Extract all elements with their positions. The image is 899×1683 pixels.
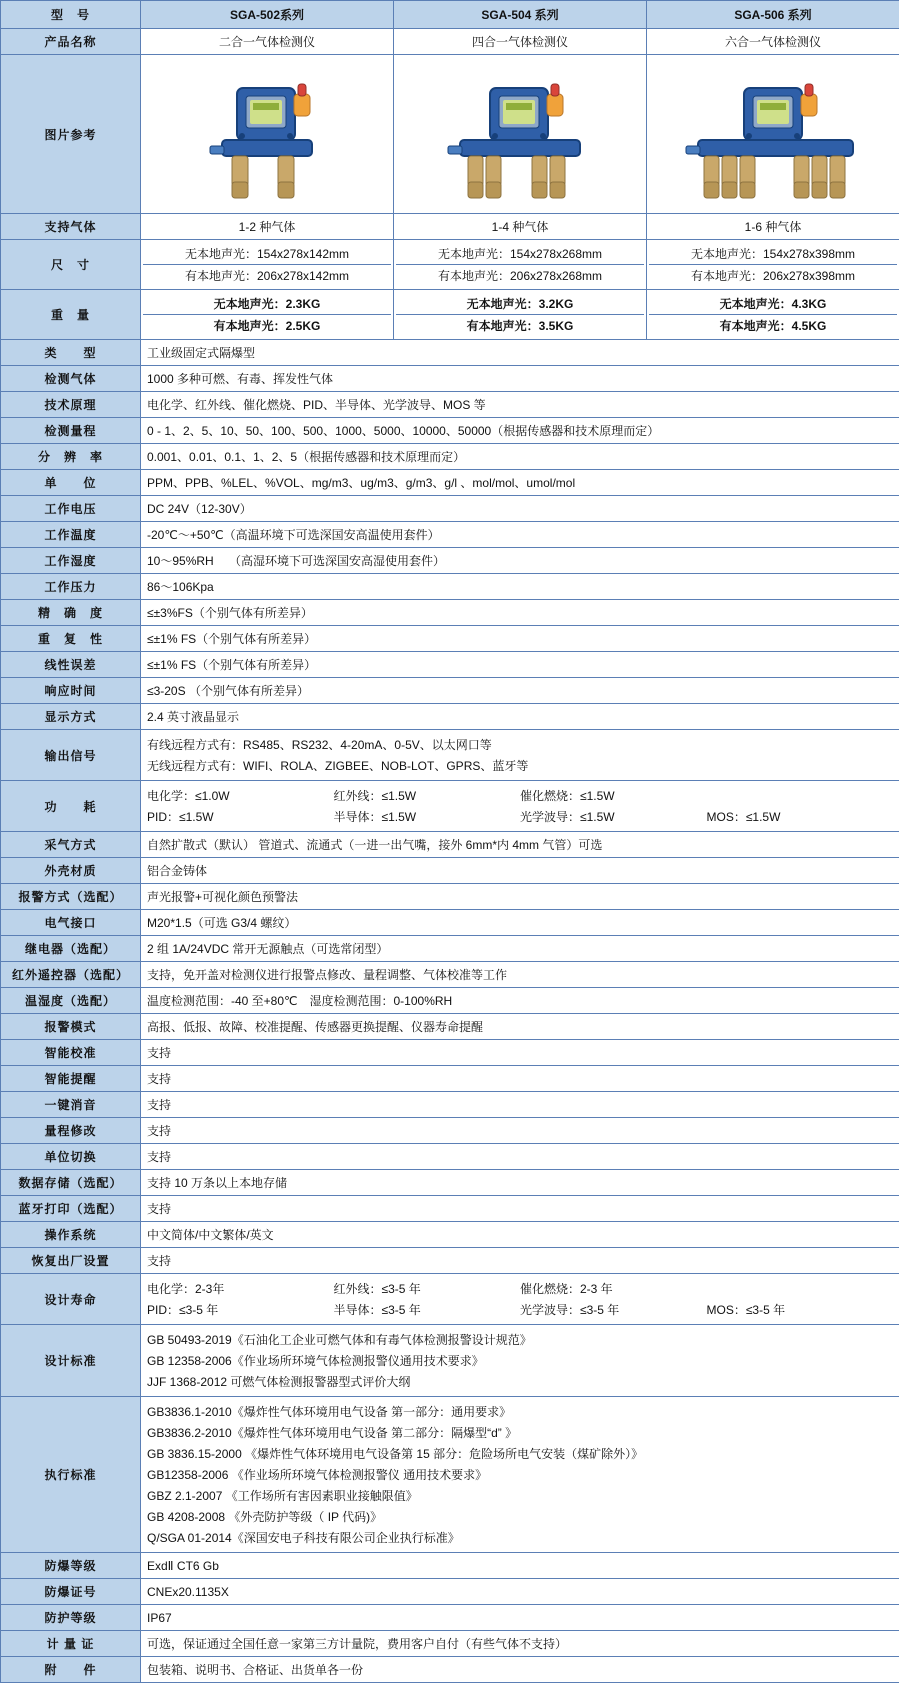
power-item-5: PID：≤1.5W bbox=[147, 806, 334, 827]
detect-gas-value: 1000 多种可燃、有毒、挥发性气体 bbox=[141, 366, 899, 392]
design-life-item-6: 半导体：≤3-5 年 bbox=[334, 1299, 521, 1320]
weight-3-line2: 有本地声光：4.5KG bbox=[649, 314, 897, 336]
metering-cert-value: 可选，保证通过全国任意一家第三方计量院，费用客户自付（有些气体不支持） bbox=[141, 1631, 899, 1657]
table-row-remote-opt bbox=[1, 962, 899, 988]
table-row-principle bbox=[1, 392, 899, 418]
product-image-1 bbox=[141, 55, 394, 214]
design-standard-line-1: GB 50493-2019《石油化工企业可燃气体和有毒气体检测报警设计规范》 bbox=[147, 1329, 893, 1350]
design-life-grid bbox=[147, 1278, 893, 1320]
support-gas-2: 1-4 种气体 bbox=[394, 214, 647, 240]
table-row-unit bbox=[1, 470, 899, 496]
voltage-value: DC 24V（12-30V） bbox=[141, 496, 899, 522]
output-value bbox=[141, 730, 899, 781]
row-label-design-life: 设计寿命 bbox=[1, 1274, 141, 1325]
output-line-2: 无线远程方式有：WIFI、ROLA、ZIGBEE、NOB-LOT、GPRS、蓝牙等 bbox=[147, 755, 893, 776]
row-label-support-gas: 支持气体 bbox=[1, 214, 141, 240]
design-life-item-8: MOS：≤3-5 年 bbox=[707, 1299, 894, 1320]
weight-1 bbox=[141, 290, 394, 340]
storage-opt-value: 支持 10 万条以上本地存储 bbox=[141, 1170, 899, 1196]
weight-3 bbox=[647, 290, 899, 340]
power-item-2: 红外线：≤1.5W bbox=[334, 785, 521, 806]
row-label-ex-grade: 防爆等级 bbox=[1, 1553, 141, 1579]
ip-grade-value: IP67 bbox=[141, 1605, 899, 1631]
row-label-os: 操作系统 bbox=[1, 1222, 141, 1248]
product-image-2 bbox=[394, 55, 647, 214]
model-header-2: SGA-504 系列 bbox=[394, 1, 647, 29]
table-row-resolution bbox=[1, 444, 899, 470]
row-label-product-name: 产品名称 bbox=[1, 29, 141, 55]
power-item-3: 催化燃烧：≤1.5W bbox=[520, 785, 707, 806]
table-row-pressure bbox=[1, 574, 899, 600]
table-row-alarm-mode-opt bbox=[1, 884, 899, 910]
design-life-item-7: 光学波导：≤3-5 年 bbox=[520, 1299, 707, 1320]
table-row-smart-reminder bbox=[1, 1066, 899, 1092]
table-row-alarm-mode bbox=[1, 1014, 899, 1040]
row-label-resolution: 分 辨 率 bbox=[1, 444, 141, 470]
power-grid bbox=[147, 785, 893, 827]
table-row-response-time bbox=[1, 678, 899, 704]
row-label-ip-grade: 防护等级 bbox=[1, 1605, 141, 1631]
table-row-sampling bbox=[1, 832, 899, 858]
one-key-mute-value: 支持 bbox=[141, 1092, 899, 1118]
size-2 bbox=[394, 240, 647, 290]
table-row-ex-grade bbox=[1, 1553, 899, 1579]
size-2-line1: 无本地声光：154x278x268mm bbox=[396, 243, 644, 264]
repeatability-value: ≤±1% FS（个别气体有所差异） bbox=[141, 626, 899, 652]
row-label-response-time: 响应时间 bbox=[1, 678, 141, 704]
size-1-line2: 有本地声光：206x278x142mm bbox=[143, 264, 391, 286]
table-row-image bbox=[1, 55, 899, 214]
product-name-2: 四合一气体检测仪 bbox=[394, 29, 647, 55]
ex-grade-value: ExdⅡ CT6 Gb bbox=[141, 1553, 899, 1579]
model-header-1: SGA-502系列 bbox=[141, 1, 394, 29]
table-row-metering-cert bbox=[1, 1631, 899, 1657]
bt-print-opt-value: 支持 bbox=[141, 1196, 899, 1222]
size-3-line1: 无本地声光：154x278x398mm bbox=[649, 243, 897, 264]
table-row-linear-error bbox=[1, 652, 899, 678]
row-label-range: 检测量程 bbox=[1, 418, 141, 444]
weight-2-line1: 无本地声光：3.2KG bbox=[396, 293, 644, 314]
temperature-value: -20℃～+50℃（高温环境下可选深国安高温使用套件） bbox=[141, 522, 899, 548]
row-label-humidity: 工作湿度 bbox=[1, 548, 141, 574]
table-row-accuracy bbox=[1, 600, 899, 626]
unit-switch-value: 支持 bbox=[141, 1144, 899, 1170]
shell-value: 铝合金铸体 bbox=[141, 858, 899, 884]
table-row-display bbox=[1, 704, 899, 730]
table-row-ex-cert-no bbox=[1, 1579, 899, 1605]
weight-2 bbox=[394, 290, 647, 340]
resolution-value: 0.001、0.01、0.1、1、2、5（根据传感器和技术原理而定） bbox=[141, 444, 899, 470]
product-name-1: 二合一气体检测仪 bbox=[141, 29, 394, 55]
row-label-output: 输出信号 bbox=[1, 730, 141, 781]
humidity-value: 10～95%RH （高湿环境下可选深国安高湿使用套件） bbox=[141, 548, 899, 574]
table-row-size bbox=[1, 240, 899, 290]
table-row-model bbox=[1, 1, 899, 29]
row-label-model: 型 号 bbox=[1, 1, 141, 29]
design-standard-value bbox=[141, 1325, 899, 1397]
design-life-item-2: 红外线：≤3-5 年 bbox=[334, 1278, 521, 1299]
row-label-temperature: 工作温度 bbox=[1, 522, 141, 548]
power-item-1: 电化学：≤1.0W bbox=[147, 785, 334, 806]
unit-value: PPM、PPB、%LEL、%VOL、mg/m3、ug/m3、g/m3、g/l 、mol/mol、umol/mol bbox=[141, 470, 899, 496]
size-3 bbox=[647, 240, 899, 290]
row-label-image: 图片参考 bbox=[1, 55, 141, 214]
power-item-7: 光学波导：≤1.5W bbox=[520, 806, 707, 827]
weight-3-line1: 无本地声光：4.3KG bbox=[649, 293, 897, 314]
table-row-electrical-interface bbox=[1, 910, 899, 936]
table-row-power bbox=[1, 781, 899, 832]
row-label-pressure: 工作压力 bbox=[1, 574, 141, 600]
row-label-temp-humi-opt: 温湿度（选配） bbox=[1, 988, 141, 1014]
row-label-accuracy: 精 确 度 bbox=[1, 600, 141, 626]
relay-opt-value: 2 组 1A/24VDC 常开无源触点（可选常闭型） bbox=[141, 936, 899, 962]
smart-calibration-value: 支持 bbox=[141, 1040, 899, 1066]
row-label-repeatability: 重 复 性 bbox=[1, 626, 141, 652]
row-label-design-standard: 设计标准 bbox=[1, 1325, 141, 1397]
size-1-line1: 无本地声光：154x278x142mm bbox=[143, 243, 391, 264]
table-row-detect-gas bbox=[1, 366, 899, 392]
alarm-mode-opt-value: 声光报警+可视化颜色预警法 bbox=[141, 884, 899, 910]
table-row-support-gas bbox=[1, 214, 899, 240]
table-row-ip-grade bbox=[1, 1605, 899, 1631]
power-item-6: 半导体：≤1.5W bbox=[334, 806, 521, 827]
table-row-smart-calibration bbox=[1, 1040, 899, 1066]
temp-humi-opt-value: 温度检测范围：-40 至+80℃ 湿度检测范围：0-100%RH bbox=[141, 988, 899, 1014]
table-row-relay-opt bbox=[1, 936, 899, 962]
pressure-value: 86～106Kpa bbox=[141, 574, 899, 600]
row-label-remote-opt: 红外遥控器（选配） bbox=[1, 962, 141, 988]
exec-standard-line-2: GB3836.2-2010《爆炸性气体环境用电气设备 第二部分：隔爆型“d” 》 bbox=[147, 1422, 893, 1443]
table-row-repeatability bbox=[1, 626, 899, 652]
row-label-accessories: 附 件 bbox=[1, 1657, 141, 1683]
ex-cert-no-value: CNEx20.1135X bbox=[141, 1579, 899, 1605]
table-row-type bbox=[1, 340, 899, 366]
type-value: 工业级固定式隔爆型 bbox=[141, 340, 899, 366]
exec-standard-line-1: GB3836.1-2010《爆炸性气体环境用电气设备 第一部分：通用要求》 bbox=[147, 1401, 893, 1422]
row-label-principle: 技术原理 bbox=[1, 392, 141, 418]
sampling-value: 自然扩散式（默认） 管道式、流通式（一进一出气嘴，接外 6mm*内 4mm 气管）可选 bbox=[141, 832, 899, 858]
exec-standard-value bbox=[141, 1397, 899, 1553]
table-row-output bbox=[1, 730, 899, 781]
support-gas-3: 1-6 种气体 bbox=[647, 214, 899, 240]
row-label-bt-print-opt: 蓝牙打印（选配） bbox=[1, 1196, 141, 1222]
row-label-sampling: 采气方式 bbox=[1, 832, 141, 858]
table-row-exec-standard bbox=[1, 1397, 899, 1553]
table-row-design-standard bbox=[1, 1325, 899, 1397]
exec-standard-line-6: GB 4208-2008 《外壳防护等级（ IP 代码)》 bbox=[147, 1506, 893, 1527]
size-2-line2: 有本地声光：206x278x268mm bbox=[396, 264, 644, 286]
design-standard-line-2: GB 12358-2006《作业场所环境气体检测报警仪通用技术要求》 bbox=[147, 1350, 893, 1371]
row-label-linear-error: 线性误差 bbox=[1, 652, 141, 678]
table-row-temperature bbox=[1, 522, 899, 548]
row-label-weight: 重 量 bbox=[1, 290, 141, 340]
exec-standard-line-5: GBZ 2.1-2007 《工作场所有害因素职业接触限值》 bbox=[147, 1485, 893, 1506]
design-life-item-1: 电化学：2-3年 bbox=[147, 1278, 334, 1299]
design-life-item-3: 催化燃烧：2-3 年 bbox=[520, 1278, 707, 1299]
smart-reminder-value: 支持 bbox=[141, 1066, 899, 1092]
row-label-smart-reminder: 智能提醒 bbox=[1, 1066, 141, 1092]
response-time-value: ≤3-20S （个别气体有所差异） bbox=[141, 678, 899, 704]
row-label-display: 显示方式 bbox=[1, 704, 141, 730]
power-value bbox=[141, 781, 899, 832]
weight-1-line1: 无本地声光：2.3KG bbox=[143, 293, 391, 314]
row-label-type: 类 型 bbox=[1, 340, 141, 366]
accessories-value: 包装箱、说明书、合格证、出货单各一份 bbox=[141, 1657, 899, 1683]
row-label-range-modify: 量程修改 bbox=[1, 1118, 141, 1144]
row-label-alarm-mode-opt: 报警方式（选配） bbox=[1, 884, 141, 910]
row-label-one-key-mute: 一键消音 bbox=[1, 1092, 141, 1118]
product-image-3 bbox=[647, 55, 899, 214]
table-row-range-modify bbox=[1, 1118, 899, 1144]
gas-detector-icon bbox=[420, 62, 620, 207]
alarm-mode-value: 高报、低报、故障、校准提醒、传感器更换提醒、仪器寿命提醒 bbox=[141, 1014, 899, 1040]
design-standard-line-3: JJF 1368-2012 可燃气体检测报警器型式评价大纲 bbox=[147, 1371, 893, 1392]
table-row-one-key-mute bbox=[1, 1092, 899, 1118]
gas-detector-icon bbox=[182, 62, 352, 207]
row-label-electrical-interface: 电气接口 bbox=[1, 910, 141, 936]
weight-1-line2: 有本地声光：2.5KG bbox=[143, 314, 391, 336]
power-item-4 bbox=[707, 785, 894, 806]
row-label-unit: 单 位 bbox=[1, 470, 141, 496]
table-row-product-name bbox=[1, 29, 899, 55]
table-row-factory-reset bbox=[1, 1248, 899, 1274]
output-line-1: 有线远程方式有：RS485、RS232、4-20mA、0-5V、以太网口等 bbox=[147, 734, 893, 755]
row-label-relay-opt: 继电器（选配） bbox=[1, 936, 141, 962]
table-row-unit-switch bbox=[1, 1144, 899, 1170]
size-3-line2: 有本地声光：206x278x398mm bbox=[649, 264, 897, 286]
table-row-accessories bbox=[1, 1657, 899, 1683]
table-row-weight bbox=[1, 290, 899, 340]
design-life-value bbox=[141, 1274, 899, 1325]
model-header-3: SGA-506 系列 bbox=[647, 1, 899, 29]
row-label-smart-calibration: 智能校准 bbox=[1, 1040, 141, 1066]
linear-error-value: ≤±1% FS（个别气体有所差异） bbox=[141, 652, 899, 678]
row-label-factory-reset: 恢复出厂设置 bbox=[1, 1248, 141, 1274]
table-row-design-life bbox=[1, 1274, 899, 1325]
weight-2-line2: 有本地声光：3.5KG bbox=[396, 314, 644, 336]
factory-reset-value: 支持 bbox=[141, 1248, 899, 1274]
row-label-size: 尺 寸 bbox=[1, 240, 141, 290]
display-value: 2.4 英寸液晶显示 bbox=[141, 704, 899, 730]
product-name-3: 六合一气体检测仪 bbox=[647, 29, 899, 55]
table-row-humidity bbox=[1, 548, 899, 574]
design-life-item-4 bbox=[707, 1278, 894, 1299]
remote-opt-value: 支持，免开盖对检测仪进行报警点修改、量程调整、气体校准等工作 bbox=[141, 962, 899, 988]
principle-value: 电化学、红外线、催化燃烧、PID、半导体、光学波导、MOS 等 bbox=[141, 392, 899, 418]
row-label-unit-switch: 单位切换 bbox=[1, 1144, 141, 1170]
table-row-storage-opt bbox=[1, 1170, 899, 1196]
table-row-voltage bbox=[1, 496, 899, 522]
row-label-detect-gas: 检测气体 bbox=[1, 366, 141, 392]
exec-standard-line-4: GB12358-2006 《作业场所环境气体检测报警仪 通用技术要求》 bbox=[147, 1464, 893, 1485]
exec-standard-line-7: Q/SGA 01-2014《深国安电子科技有限公司企业执行标准》 bbox=[147, 1527, 893, 1548]
row-label-exec-standard: 执行标准 bbox=[1, 1397, 141, 1553]
range-value: 0 - 1、2、5、10、50、100、500、1000、5000、10000、50000（根据传感器和技术原理而定） bbox=[141, 418, 899, 444]
row-label-ex-cert-no: 防爆证号 bbox=[1, 1579, 141, 1605]
table-row-temp-humi-opt bbox=[1, 988, 899, 1014]
row-label-metering-cert: 计 量 证 bbox=[1, 1631, 141, 1657]
table-row-os bbox=[1, 1222, 899, 1248]
os-value: 中文简体/中文繁体/英文 bbox=[141, 1222, 899, 1248]
accuracy-value: ≤±3%FS（个别气体有所差异） bbox=[141, 600, 899, 626]
table-row-shell bbox=[1, 858, 899, 884]
table-row-bt-print-opt bbox=[1, 1196, 899, 1222]
design-life-item-5: PID：≤3-5 年 bbox=[147, 1299, 334, 1320]
table-row-range bbox=[1, 418, 899, 444]
size-1 bbox=[141, 240, 394, 290]
range-modify-value: 支持 bbox=[141, 1118, 899, 1144]
row-label-voltage: 工作电压 bbox=[1, 496, 141, 522]
electrical-interface-value: M20*1.5（可选 G3/4 螺纹） bbox=[141, 910, 899, 936]
power-item-8: MOS：≤1.5W bbox=[707, 806, 894, 827]
gas-detector-icon bbox=[658, 62, 888, 207]
row-label-shell: 外壳材质 bbox=[1, 858, 141, 884]
row-label-storage-opt: 数据存储（选配） bbox=[1, 1170, 141, 1196]
exec-standard-line-3: GB 3836.15-2000 《爆炸性气体环境用电气设备第 15 部分：危险场所电气安装（煤矿除外）》 bbox=[147, 1443, 893, 1464]
row-label-alarm-mode: 报警模式 bbox=[1, 1014, 141, 1040]
support-gas-1: 1-2 种气体 bbox=[141, 214, 394, 240]
row-label-power: 功 耗 bbox=[1, 781, 141, 832]
